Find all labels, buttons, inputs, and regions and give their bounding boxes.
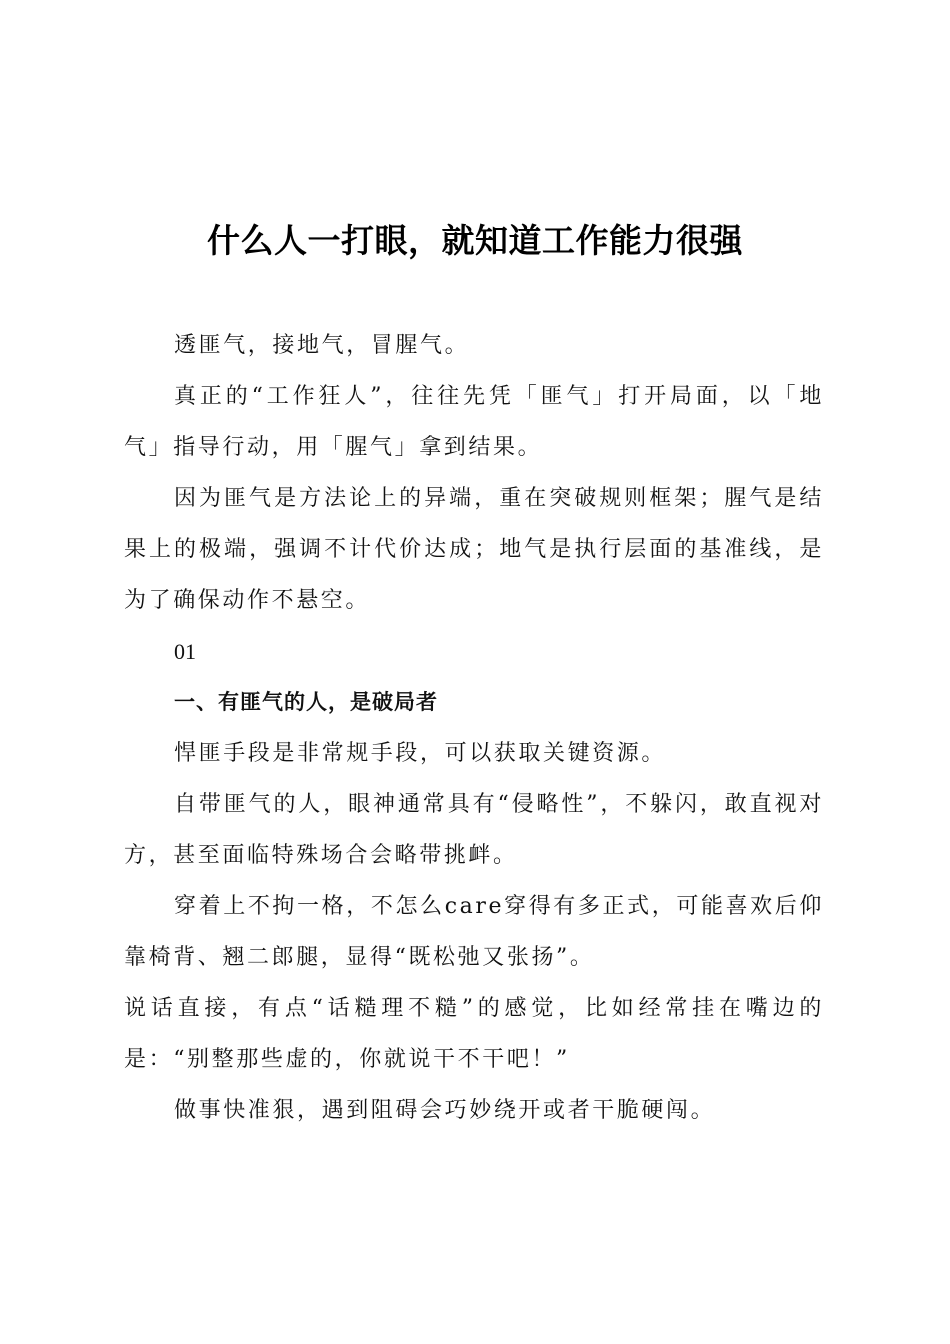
section-number: 01 [174, 639, 196, 664]
paragraph-eyes: 自带匪气的人，眼神通常具有“侵略性”，不躲闪，敢直视对方，甚至面临特殊场合会略带挑衅。 [124, 792, 824, 868]
paragraph-action: 做事快准狠，遇到阻碍会巧妙绕开或者干脆硬闯。 [174, 1098, 716, 1123]
document-title: 什么人一打眼，就知道工作能力很强 [207, 221, 743, 260]
paragraph-speech: 说话直接，有点“话糙理不糙”的感觉，比如经常挂在嘴边的是：“别整那些虚的，你就说干不干吧！” [124, 996, 824, 1072]
section-heading: 一、有匪气的人，是破局者 [174, 690, 438, 714]
paragraph-work-maniac: 真正的“工作狂人”，往往先凭「匪气」打开局面，以「地气」指导行动，用「腥气」拿到结果。 [124, 384, 824, 460]
paragraph-intro: 透匪气，接地气，冒腥气。 [174, 333, 470, 358]
paragraph-explanation: 因为匪气是方法论上的异端，重在突破规则框架；腥气是结果上的极端，强调不计代价达成；地气是执行层面的基准线，是为了确保动作不悬空。 [124, 486, 824, 613]
paragraph-unconventional: 悍匪手段是非常规手段，可以获取关键资源。 [174, 741, 667, 766]
document-body [124, 320, 824, 1136]
paragraph-clothing: 穿着上不拘一格，不怎么care穿得有多正式，可能喜欢后仰靠椅背、翘二郎腿，显得“既松弛又张扬”。 [124, 894, 824, 970]
